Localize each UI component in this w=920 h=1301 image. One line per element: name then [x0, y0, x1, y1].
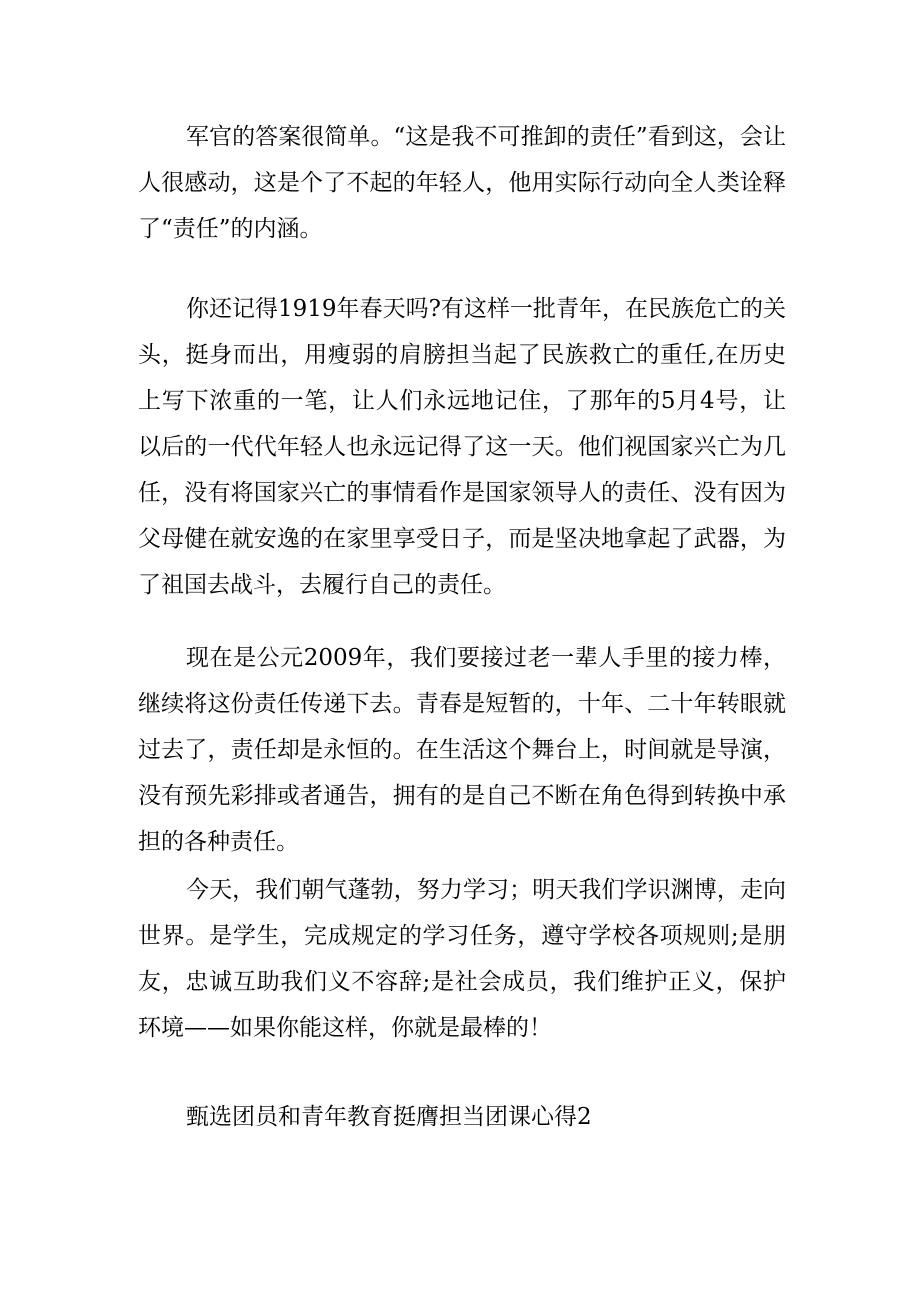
- section-heading: 甄选团员和青年教育挺膺担当团课心得2: [186, 1104, 592, 1130]
- paragraph: 今天，我们朝气蓬勃，努力学习；明天我们学识渊博，走向世界。是学生，完成规定的学习任务，遵守学校各项规则;是朋友，忠诚互助我们义不容辞;是社会成员，我们维护正义，保护环境——如果你能这样，你就是最棒的！: [138, 877, 786, 1041]
- paragraph: 军官的答案很简单。“这是我不可推卸的责任”看到这，会让人很感动，这是个了不起的年轻人，他用实际行动向全人类诠释了“责任”的内涵。: [138, 124, 786, 242]
- paragraph: 你还记得1919年春天吗?有这样一批青年，在民族危亡的关头，挺身而出，用瘦弱的肩膀担当起了民族救亡的重任,在历史上写下浓重的一笔，让人们永远地记住，了那年的5月4号，让以后的一代代年轻人也永远记得了这一天。他们视国家兴亡为几任，没有将国家兴亡的事情看作是国家领导人的责任、没有因为父母健在就安逸的在家里享受日子，而是坚决地拿起了武器，为了祖国去战斗，去履行自己的责任。: [138, 296, 786, 598]
- paragraph: 现在是公元2009年，我们要接过老一辈人手里的接力棒，继续将这份责任传递下去。青春是短暂的，十年、二十年转眼就过去了，责任却是永恒的。在生活这个舞台上，时间就是导演，没有预先彩排或者通告，拥有的是自己不断在角色得到转换中承担的各种责任。: [138, 645, 786, 855]
